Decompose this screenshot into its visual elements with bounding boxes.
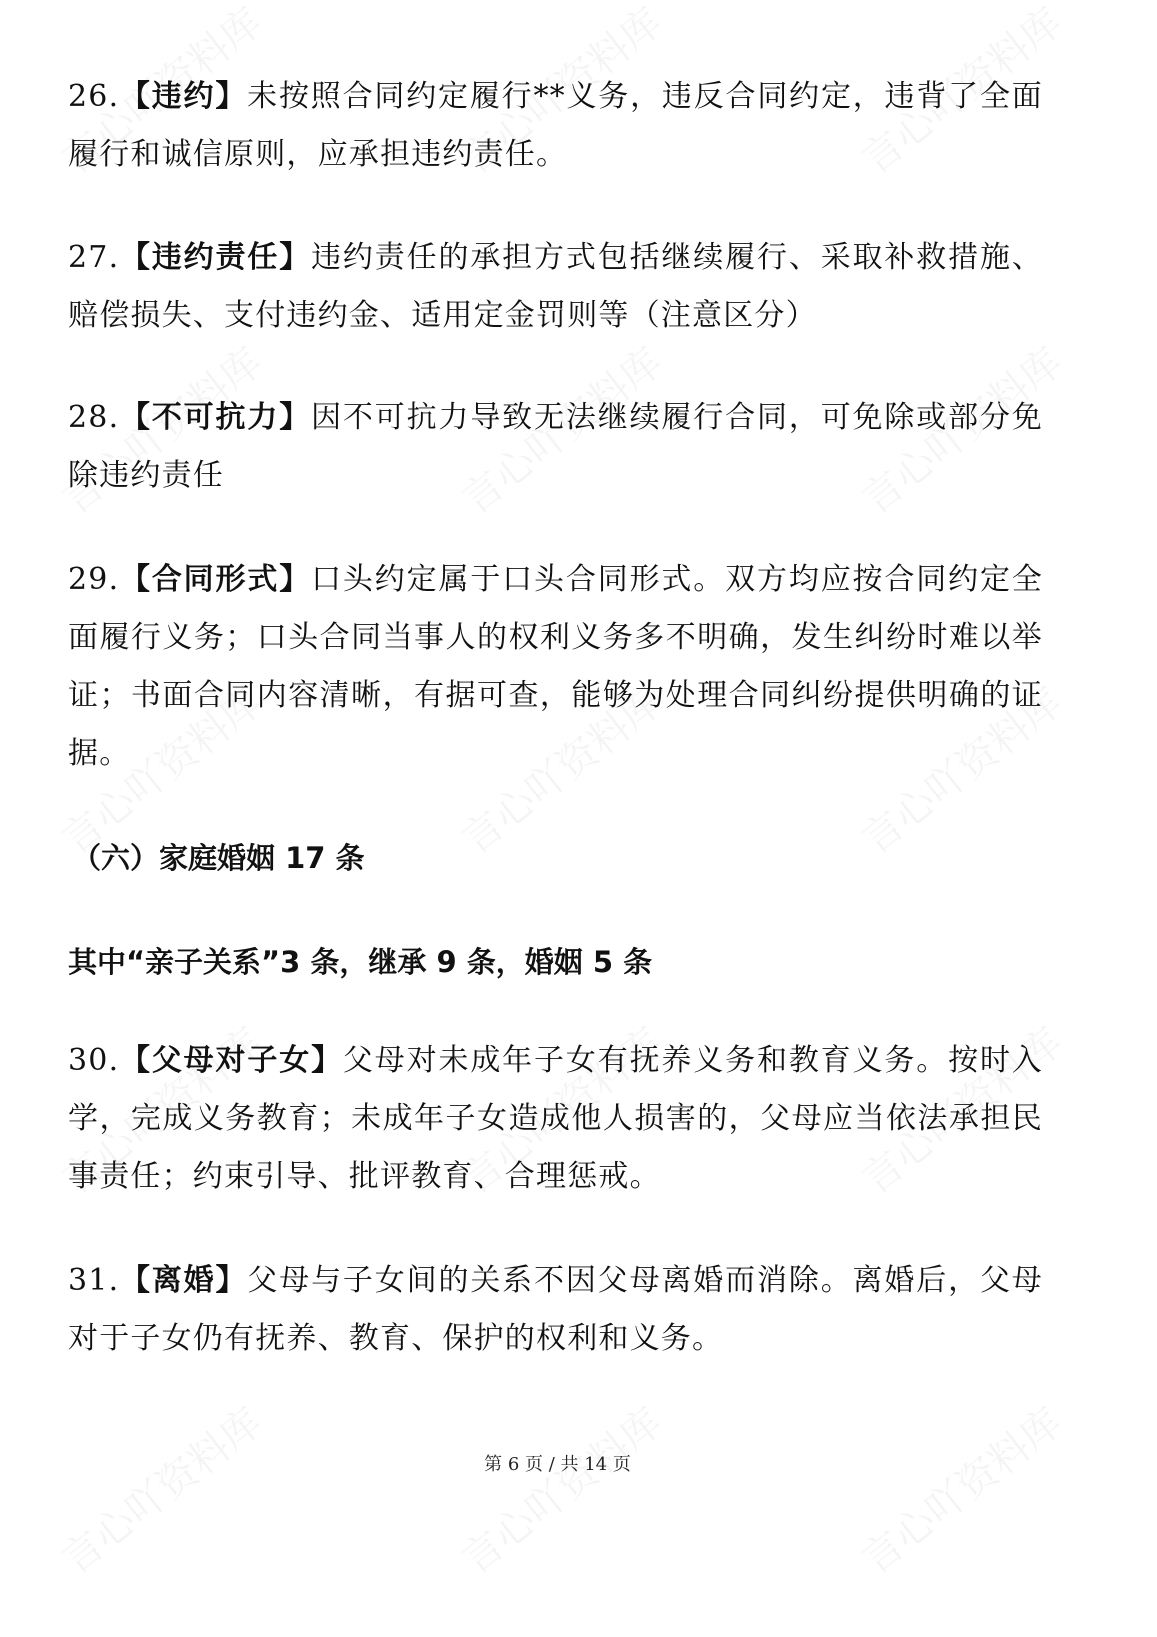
list-item — [68, 389, 1043, 505]
list-item — [68, 551, 1043, 783]
sub-heading: 其中“亲子关系”3 条，继承 9 条，婚姻 5 条 — [68, 945, 653, 979]
watermark-text — [448, 1392, 672, 1585]
item-number: 26. — [68, 79, 120, 114]
item-text: 未按照合同约定履行**义务，违反合同约定，违背了全面履行和诚信原则，应承担违约责任。 — [68, 79, 1043, 172]
list-item — [68, 229, 1043, 345]
item-term: 【父母对子女】 — [119, 1043, 343, 1078]
item-text: 父母与子女间的关系不因父母离婚而消除。离婚后，父母对于子女仍有抚养、教育、保护的权利和义务。 — [68, 1263, 1043, 1356]
item-term: 【违约】 — [119, 79, 248, 114]
item-text: 口头约定属于口头合同形式。双方均应按合同约定全面履行义务；口头合同当事人的权利义务多不明确，发生纠纷时难以举证；书面合同内容清晰，有据可查，能够为处理合同纠纷提供明确的证据。 — [68, 562, 1043, 771]
item-text: 违约责任的承担方式包括继续履行、采取补救措施、赔偿损失、支付违约金、适用定金罚则等（注意区分） — [68, 240, 1043, 333]
list-item — [68, 1252, 1043, 1368]
item-number: 27. — [68, 240, 120, 275]
watermark-text — [848, 1392, 1072, 1585]
list-item — [68, 1032, 1043, 1206]
item-term: 【离婚】 — [119, 1263, 248, 1298]
watermark-text — [48, 1392, 272, 1585]
item-number: 31. — [68, 1263, 120, 1298]
item-term: 【合同形式】 — [119, 562, 312, 597]
page-footer: 第 6 页 / 共 14 页 — [484, 1454, 631, 1475]
list-item — [68, 68, 1043, 184]
item-text: 因不可抗力导致无法继续履行合同，可免除或部分免除违约责任 — [68, 400, 1043, 493]
section-heading: （六）家庭婚姻 17 条 — [72, 841, 365, 875]
item-number: 29. — [68, 562, 120, 597]
item-term: 【违约责任】 — [119, 240, 312, 275]
item-number: 30. — [68, 1043, 120, 1078]
item-number: 28. — [68, 400, 120, 435]
item-text: 父母对未成年子女有抚养义务和教育义务。按时入学，完成义务教育；未成年子女造成他人损害的，父母应当依法承担民事责任；约束引导、批评教育、合理惩戒。 — [68, 1043, 1043, 1194]
item-term: 【不可抗力】 — [119, 400, 312, 435]
